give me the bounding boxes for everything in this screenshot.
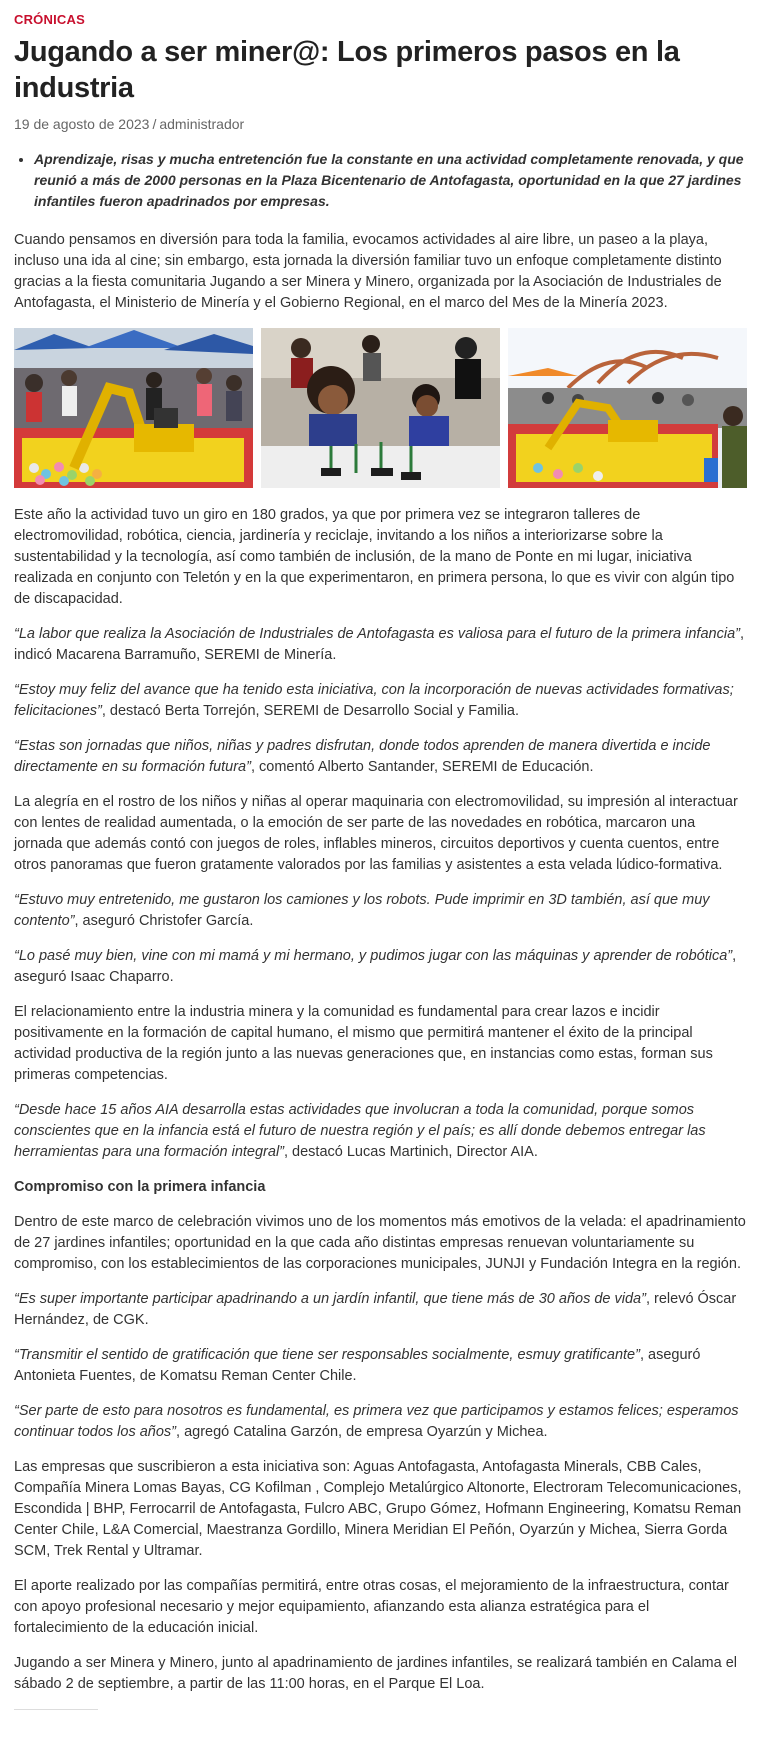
meta-separator: /: [152, 116, 157, 132]
intro-paragraph: Cuando pensamos en diversión para toda la familia, evocamos actividades al aire libre, un paseo a la playa, incluso una ida al cine; sin embargo, esta jornada la diversión familiar tuvo un enfoque completamente distinto gracias a la fiesta comunitaria Jugando a ser Minera y Minero, organizada por la Asociación de Industriales de Antofagasta, el Ministerio de Minería y el Gobierno Regional, en el marco del Mes de la Minería 2023.: [14, 232, 722, 311]
quote-2-text: “Estoy muy feliz del avance que ha tenido esta iniciativa, con la incorporación de nuevas actividades formativas; felicitaciones”: [14, 682, 734, 719]
quote-7-attribution: , relevó Óscar Hernández, de CGK.: [14, 1291, 737, 1328]
lead-list: [14, 149, 747, 212]
quote-8: [14, 1345, 747, 1387]
children-robotics-photo[interactable]: [261, 328, 500, 488]
body-paragraph-7: Jugando a ser Minera y Minero, junto al apadrinamiento de jardines infantiles, se realizará también en Calama el sábado 2 de septiembre, a partir de las 11:00 horas, en el Parque El Loa.: [14, 1655, 737, 1692]
quote-6-attribution: , destacó Lucas Martinich, Director AIA.: [284, 1144, 538, 1160]
quote-1-text: “La labor que realiza la Asociación de Industriales de Antofagasta es valiosa para el futuro de la primera infancia”: [14, 626, 740, 642]
quote-2-attribution: , destacó Berta Torrejón, SEREMI de Desarrollo Social y Familia.: [101, 703, 520, 719]
quote-2: [14, 680, 747, 722]
quote-9-text: “Ser parte de esto para nosotros es fundamental, es primera vez que participamos y estamos felices; esperamos continuar todos los años”: [14, 1403, 739, 1440]
excavator-plaza-image: [508, 328, 747, 488]
article-meta: [14, 115, 747, 133]
excavator-plaza-photo[interactable]: [508, 328, 747, 488]
body-paragraph-4: Dentro de este marco de celebración vivimos uno de los momentos más emotivos de la velada: el apadrinamiento de 27 jardines infantiles; oportunidad en la que cada año distintas empresas renuevan voluntariamente su compromiso, con los establecimientos de las corporaciones municipales, JUNJI y Fundación Integra en la región.: [14, 1214, 746, 1272]
quote-3: [14, 736, 747, 778]
body-paragraph-2: La alegría en el rostro de los niños y niñas al operar maquinaria con electromovilidad, su impresión al interactuar con lentes de realidad aumentada, o la emoción de ser parte de las novedades en robótica, marcaron una jornada que además contó con juegos de roles, inflables mineros, circuitos deportivos y cuenta cuentos, entre otros panoramas que fueron gratamente valorados por las familias y asistentes a esta velada lúdico-formativa.: [14, 794, 738, 873]
quote-6: [14, 1100, 747, 1163]
excavator-ball-pit-image: [14, 328, 253, 488]
author-link[interactable]: administrador: [159, 116, 245, 132]
quote-1: [14, 624, 747, 666]
quote-3-text: “Estas son jornadas que niños, niñas y padres disfrutan, donde todos aprenden de manera divertida e incide directamente en su formación futura”: [14, 738, 711, 775]
body-paragraph-3: El relacionamiento entre la industria minera y la comunidad es fundamental para crear lazos e incidir positivamente en la formación de capital humano, el mismo que permitirá mantener el éxito de la principal actividad productiva de la región junto a las nuevas generaciones que, en instancias como estas, forman sus primeras competencias.: [14, 1004, 713, 1083]
quote-5-text: “Lo pasé muy bien, vine con mi mamá y mi hermano, y pudimos jugar con las máquinas y aprender de robótica”: [14, 948, 733, 964]
quote-5: [14, 946, 747, 988]
quote-9-attribution: , agregó Catalina Garzón, de empresa Oyarzún y Michea.: [176, 1424, 548, 1440]
category-link[interactable]: CRÓNICAS: [14, 12, 85, 27]
lead-item: • Aprendizaje, risas y mucha entretención fue la constante en una actividad completamente renovada, y que reunió a más de 2000 personas en la Plaza Bicentenario de Antofagasta, oportunidad en la que 27 jardines infantiles fueron apadrinados por empresas.: [34, 149, 747, 212]
footer-divider: [14, 1709, 98, 1710]
quote-8-attribution: , aseguró Antonieta Fuentes, de Komatsu Reman Center Chile.: [14, 1347, 701, 1384]
body-paragraph-1: Este año la actividad tuvo un giro en 180 grados, ya que por primera vez se integraron talleres de electromovilidad, robótica, ciencia, jardinería y reciclaje, invitando a los niños a interiorizarse sobre la sustentabilidad y la tecnología, así como también de inclusión, de la mano de Ponte en mi lugar, iniciativa realizada en conjunto con Teletón y en la que experimentaron, en primera persona, lo que es vivir con algún tipo de discapacidad.: [14, 507, 735, 607]
excavator-ball-pit-photo[interactable]: [14, 328, 253, 488]
quote-8-text: “Transmitir el sentido de gratificación que tiene ser responsables socialmente, esmuy gratificante”: [14, 1347, 640, 1363]
quote-7: [14, 1289, 747, 1331]
quote-4-attribution: , aseguró Christofer García.: [74, 913, 254, 929]
quote-6-text: “Desde hace 15 años AIA desarrolla estas actividades que involucran a toda la comunidad, porque somos conscientes que en la infancia está el futuro de nuestra región y el país; es allí donde debemos entregar las herramientas para una formación integral”: [14, 1102, 706, 1160]
body-paragraph-5: Las empresas que suscribieron a esta iniciativa son: Aguas Antofagasta, Antofagasta Minerals, CBB Cales, Compañía Minera Lomas Bayas, CG Kofilman , Complejo Metalúrgico Altonorte, Electroram Telecomunicaciones, Escondida | BHP, Ferrocarril de Antofagasta, Fulcro ABC, Grupo Gómez, Hofmann Engineering, Komatsu Reman Center Chile, L&A Comercial, Maestranza Gordillo, Minera Meridian El Peñón, Oyarzún y Michea, Sierra Gorda SCM, Trek Rental y Ultramar.: [14, 1459, 742, 1559]
quote-5-attribution: , aseguró Isaac Chaparro.: [14, 948, 737, 985]
article-title: Jugando a ser miner@: Los primeros pasos en la industria: [14, 36, 680, 104]
publish-date[interactable]: 19 de agosto de 2023: [14, 116, 150, 132]
body-paragraph-6: El aporte realizado por las compañías permitirá, entre otras cosas, el mejoramiento de la infraestructura, contar con apoyo profesional necesario y mejor equipamiento, afianzando esta alianza estratégica para el fortalecimiento de la educación inicial.: [14, 1578, 729, 1636]
section-subheading: Compromiso con la primera infancia: [14, 1179, 266, 1195]
quote-9: [14, 1401, 747, 1443]
quote-4-text: “Estuvo muy entretenido, me gustaron los camiones y los robots. Pude imprimir en 3D también, así que muy contento”: [14, 892, 710, 929]
quote-1-attribution: , indicó Macarena Barramuño, SEREMI de Minería.: [14, 626, 744, 663]
quote-3-attribution: , comentó Alberto Santander, SEREMI de Educación.: [250, 759, 594, 775]
children-robotics-image: [261, 328, 500, 488]
quote-4: [14, 890, 747, 932]
photo-gallery: [14, 328, 747, 488]
quote-7-text: “Es super importante participar apadrinando a un jardín infantil, que tiene más de 30 años de vida”: [14, 1291, 646, 1307]
